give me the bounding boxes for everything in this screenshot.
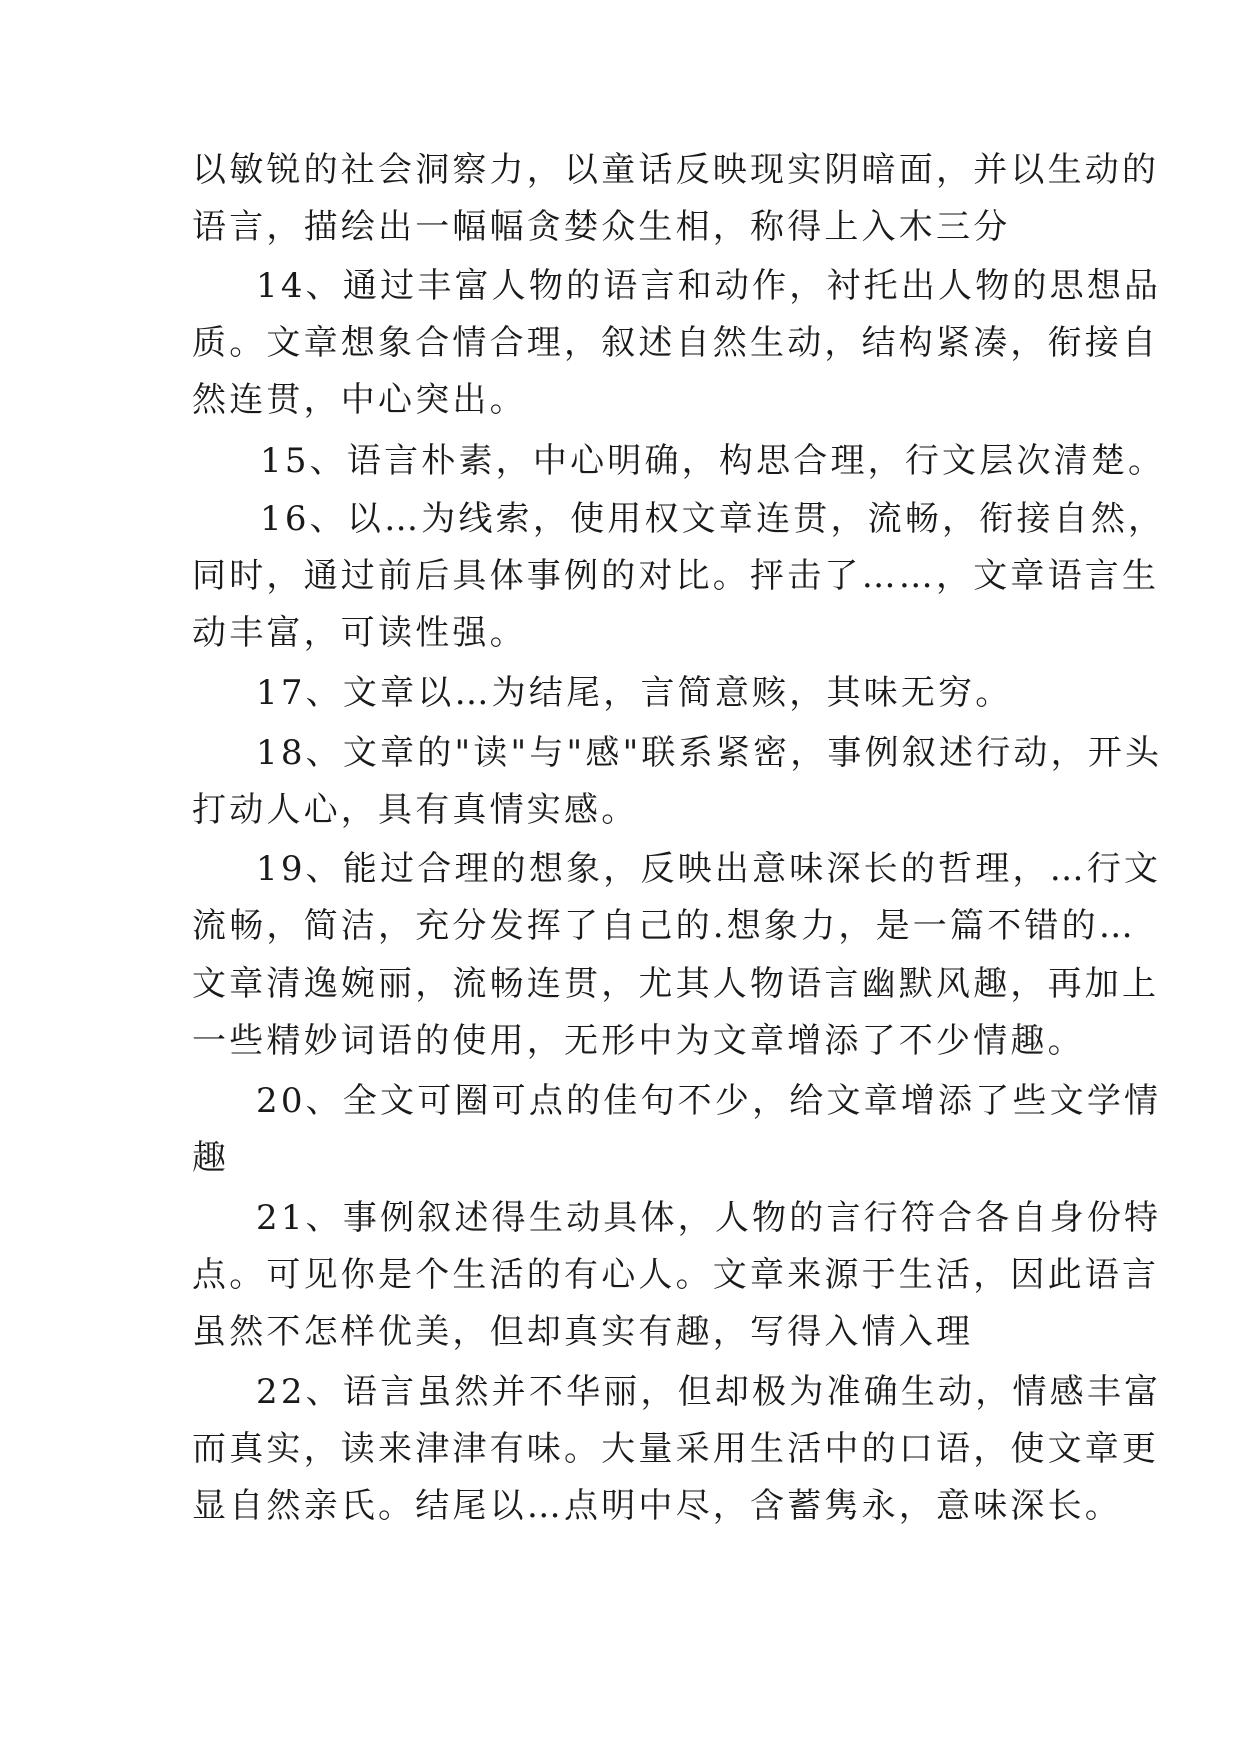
text-line: 19、能过合理的想象，反映出意味深长的哲理，…行文 <box>256 849 1162 889</box>
text-line: 14、通过丰富人物的语言和动作，衬托出人物的思想品 <box>256 266 1162 306</box>
text-line: 22、语言虽然并不华丽，但却极为准确生动，情感丰富 <box>256 1372 1162 1412</box>
text-line: 同时，通过前后具体事例的对比。抨击了……，文章语言生 <box>192 556 1160 596</box>
text-line: 20、全文可圈可点的佳句不少，给文章增添了些文学情 <box>256 1081 1162 1121</box>
text-line: 17、文章以…为结尾，言简意赅，其味无穷。 <box>256 673 1013 713</box>
text-line: 质。文章想象合情合理，叙述自然生动，结构紧凑，衔接自 <box>192 323 1160 363</box>
text-line: 打动人心，具有真情实感。 <box>192 790 639 830</box>
text-line: 显自然亲氏。结尾以…点明中尽，含蓄隽永，意味深长。 <box>192 1486 1122 1526</box>
text-line: 虽然不怎样优美，但却真实有趣，写得入情入理 <box>192 1312 974 1352</box>
text-line: 一些精妙词语的使用，无形中为文章增添了不少情趣。 <box>192 1021 1085 1061</box>
text-line: 动丰富，可读性强。 <box>192 613 527 653</box>
text-line: 21、事例叙述得生动具体，人物的言行符合各自身份特 <box>256 1198 1162 1238</box>
text-line: 流畅，简洁，充分发挥了自己的.想象力，是一篇不错的… <box>192 906 1137 946</box>
text-line: 趣 <box>192 1138 230 1178</box>
text-line: 文章清逸婉丽，流畅连贯，尤其人物语言幽默风趣，再加上 <box>192 964 1160 1004</box>
text-line: 16、以…为线索，使用权文章连贯，流畅，衔接自然， <box>260 499 1166 539</box>
text-line: 语言，描绘出一幅幅贪婪众生相，称得上入木三分 <box>192 207 1011 247</box>
text-line: 15、语言朴素，中心明确，构思合理，行文层次清楚。 <box>260 441 1166 481</box>
text-line: 18、文章的"读"与"感"联系紧密，事例叙述行动，开头 <box>256 733 1163 773</box>
text-line: 而真实，读来津津有味。大量采用生活中的口语，使文章更 <box>192 1429 1160 1469</box>
text-line: 点。可见你是个生活的有心人。文章来源于生活，因此语言 <box>192 1255 1160 1295</box>
text-line: 然连贯，中心突出。 <box>192 380 527 420</box>
text-line: 以敏锐的社会洞察力，以童话反映现实阴暗面，并以生动的 <box>192 150 1160 190</box>
